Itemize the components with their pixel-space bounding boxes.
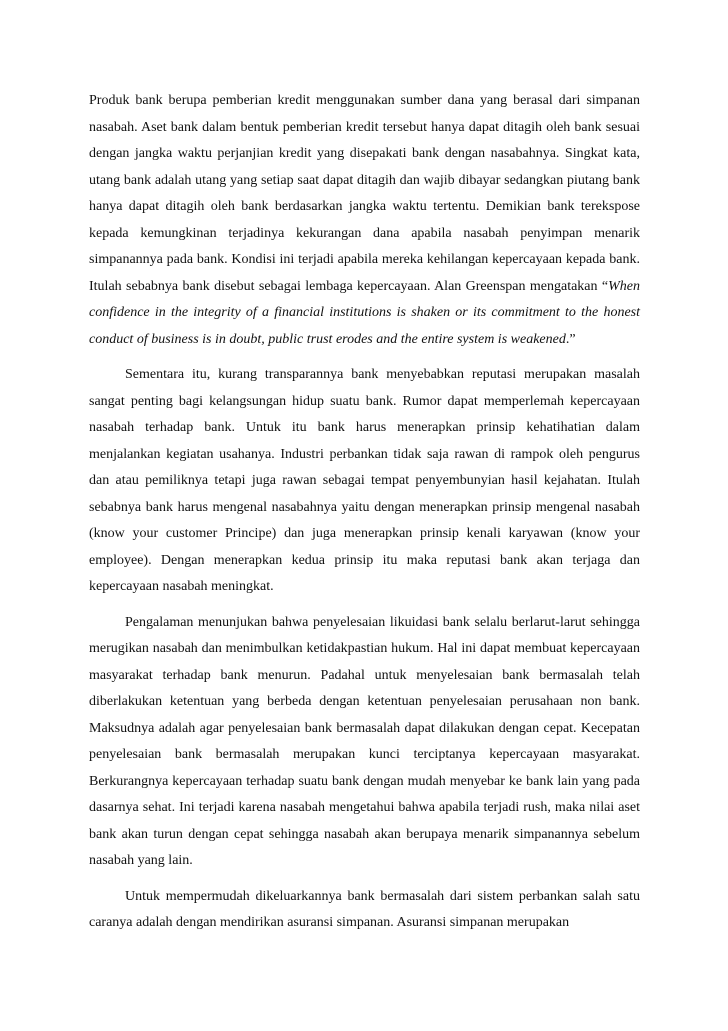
greenspan-quote: When confidence in the integrity of a financial institutions is shaken or its commitment to the honest conduct of business is in doubt, public trust erodes and the entire system is weakened (89, 278, 640, 347)
paragraph-3: Pengalaman menunjukan bahwa penyelesaian likuidasi bank selalu berlarut-larut sehingga merugikan nasabah dan menimbulkan ketidakpastian hukum. Hal ini dapat membuat kepercayaan masyarakat terhadap bank menurun. Padahal untuk menyelesaian bank bermasalah telah diberlakukan ketentuan yang berbeda dengan ketentuan penyelesaian perusahaan non bank. Maksudnya adalah agar penyelesaian bank bermasalah dapat dilakukan dengan cepat. Kecepatan penyelesaian bank bermasalah merupakan kunci terciptanya kepercayaan masyarakat. Berkurangnya kepercayaan terhadap suatu bank dengan mudah menyebar ke bank lain yang pada dasarnya sehat. Ini terjadi karena nasabah mengetahui bahwa apabila terjadi rush, maka nilai aset bank akan turun dengan cepat sehingga nasabah akan berupaya menarik simpanannya sebelum nasabah yang lain. (89, 614, 640, 868)
paragraph-1 (89, 88, 640, 353)
paragraph-1-closing: .” (565, 331, 576, 347)
paragraph-2: Sementara itu, kurang transparannya bank menyebabkan reputasi merupakan masalah sangat penting bagi kelangsungan hidup suatu bank. Rumor dapat memperlemah kepercayaan nasabah terhadap bank. Untuk itu bank harus menerapkan prinsip kehatihatian dalam menjalankan kegiatan usahanya. Industri perbankan tidak saja rawan di rampok oleh pengurus dan atau pemiliknya tetapi juga rawan sebagai tempat penyembunyian hasil kejahatan. Itulah sebabnya bank harus mengenal nasabahnya yaitu dengan menerapkan prinsip mengenal nasabah (know your customer Principe) dan juga menerapkan prinsip kenali karyawan (know your employee). Dengan menerapkan kedua prinsip itu maka reputasi bank akan terjaga dan kepercayaan nasabah meningkat. (89, 367, 640, 594)
document-page (89, 88, 640, 937)
paragraph-1-text: Produk bank berupa pemberian kredit menggunakan sumber dana yang berasal dari simpanan nasabah. Aset bank dalam bentuk pemberian kredit tersebut hanya dapat ditagih oleh bank sesuai dengan jangka waktu perjanjian kredit yang disepakati bank dengan nasabahnya. Singkat kata, utang bank adalah utang yang setiap saat dapat ditagih dan wajib dibayar sedangkan piutang bank hanya dapat ditagih oleh bank berdasarkan jangka waktu tertentu. Demikian bank terekspose kepada kemungkinan terjadinya kekurangan dana apabila nasabah penyimpan menarik simpanannya pada bank. Kondisi ini terjadi apabila mereka kehilangan kepercayaan kepada bank. Itulah sebabnya bank disebut sebagai lembaga kepercayaan. Alan Greenspan mengatakan “ (89, 93, 640, 294)
paragraph-4: Untuk mempermudah dikeluarkannya bank bermasalah dari sistem perbankan salah satu caranya adalah dengan mendirikan asuransi simpanan. Asuransi simpanan merupakan (89, 888, 640, 930)
